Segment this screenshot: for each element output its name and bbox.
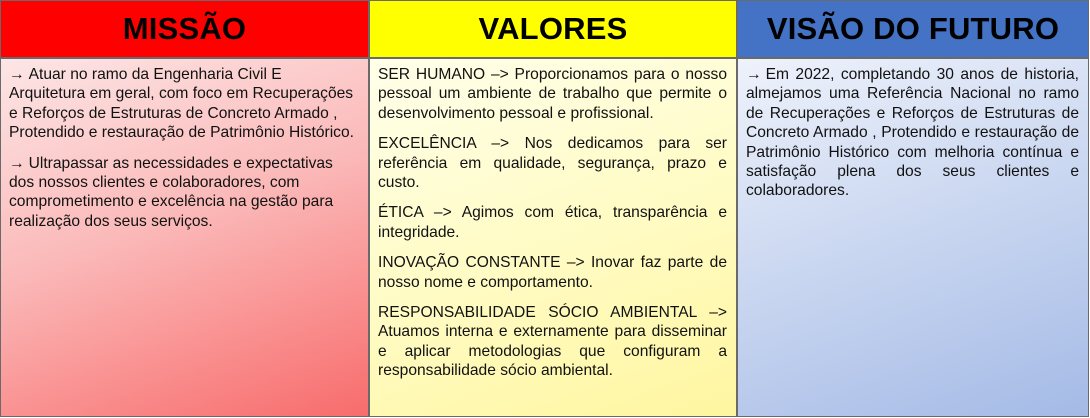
visao-header: VISÃO DO FUTURO [737, 0, 1089, 58]
visao-cell [737, 58, 1089, 417]
valores-item-ser-humano: SER HUMANO –> Proporcionamos para o nosso pessoal um ambiente de trabalho que permite o desenvolvimento pessoal e profissional. [378, 66, 727, 122]
missao-item-text: Ultrapassar as necessidades e expectativas dos nossos clientes e colaboradores, com comprometimento e excelência na gestão para realização dos seus serviços. [9, 154, 334, 230]
arrow-right-icon: → [9, 154, 25, 172]
missao-cell [0, 58, 369, 417]
valores-item-excelencia: EXCELÊNCIA –> Nos dedicamos para ser referência em qualidade, segurança, prazo e custo. [378, 135, 727, 192]
valores-item-inovacao: INOVAÇÃO CONSTANTE –> Inovar faz parte de nosso nome e comportamento. [378, 254, 727, 291]
valores-item-responsabilidade: RESPONSABILIDADE SÓCIO AMBIENTAL –> Atuamos interna e externamente para disseminar e aplicar metodologias que configuram a responsabilidade sócio ambiental. [378, 304, 727, 380]
missao-header: MISSÃO [0, 0, 369, 58]
arrow-right-icon: → [9, 66, 25, 83]
arrow-right-icon: → [746, 66, 762, 83]
visao-item [746, 65, 1079, 201]
visao-item-text: Em 2022, completando 30 anos de historia, almejamos uma Referência Nacional no ramo de Recuperações e Reforços de Estruturas de Concreto Armado , Protendido e restauração de Patrimônio Histórico com melhoria contínua e satisfação plena dos seus clientes e colaboradores. [746, 66, 1079, 200]
valores-header: VALORES [369, 0, 737, 58]
missao-item [9, 65, 361, 143]
valores-item-etica: ÉTICA –> Agimos com ética, transparência e integridade. [378, 204, 727, 241]
missao-item-text: Atuar no ramo da Engenharia Civil E Arquitetura em geral, com foco em Recuperações e Reforços de Estruturas de Concreto Armado , Protendido e restauração de Patrimônio Histórico. [9, 66, 354, 142]
missao-item [9, 154, 361, 232]
valores-cell [369, 58, 737, 417]
